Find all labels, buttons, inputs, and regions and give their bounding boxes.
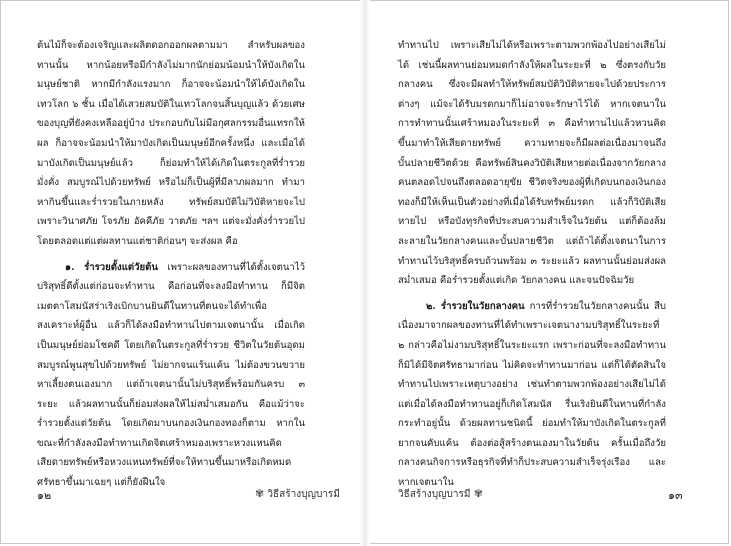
section-2-title: ๒. ร่ำรวยในวัยกลางคน — [426, 300, 525, 312]
left-page-text — [37, 36, 305, 493]
section-1-body: เพราะผลของทานที่ได้ตั้งเจตนาไว้บริสุทธิ์ดีตั้งแต่ก่อนจะทำทาน คือก่อนที่จะลงมือทำทาน ก็มีจิตเมตตาโสมนัสร่าเริงเบิกบานยินดีในทานที่ตนจะได้ทำเพื่อสงเคราะห์ผู้อื่น แล้วก็ได้ลงมือทำทานไปตามเจตนานั้น เมื่อเกิดเป็นมนุษย์ย่อมโชคดี โดยเกิดในตระกูลที่ร่ำรวย ชีวิตในวัยต้นอุดมสมบูรณ์พูนสุขไปด้วยทรัพย์ ไม่ยากจนแร้นแค้น ไม่ต้องขวนขวายหาเลี้ยงตนเองมาก แต่ถ้าเจตนานั้นไม่บริสุทธิ์พร้อมกันครบ ๓ ระยะ แล้วผลทานนั้นก็ย่อมส่งผลให้ไม่สม่ำเสมอกัน คือแม้ว่าจะร่ำรวยตั้งแต่วัยต้น โดยเกิดมาบนกองเงินกองทองก็ตาม หากในขณะที่กำลังลงมือทำทานเกิดจิตเศร้าหมองเพราะหวงแหนคิดเสียดายทรัพย์หรือหวงแหนทรัพย์ที่จะให้ทานขึ้นมาหรือเกิดหมดศรัทธาขึ้นมาเฉยๆ แต่ก็ยังฝืนใจ — [37, 261, 305, 489]
flower-icon: ✾ — [473, 487, 483, 500]
left-page-number: ๑๒ — [37, 489, 52, 502]
section-1-paragraph — [37, 258, 305, 493]
right-footer — [398, 487, 483, 502]
right-intro-paragraph: ทำทานไป เพราะเสียไม่ได้หรือเพราะตามพวกพ้องไปอย่างเสียไม่ได้ เช่นนี้ผลทานย่อมหมดกำลังให้ผลในระยะที่ ๒ ซึ่งตรงกับวัยกลางคน ซึ่งจะมีผลทำให้ทรัพย์สมบัติวิบัติหายจะไปด้วยประการต่างๆ แม้จะได้รับมรดกมาก็ไม่อาจจะรักษาไว้ได้ หากเจตนาในการทำทานนั้นเศร้าหมองในระยะที่ ๓ คือทำทานไปแล้วหวนคิดขึ้นมาทำให้เสียดายทรัพย์ ความทายจะก็มีผลต่อเนื่องมาจนถึงบั้นปลายชีวิตด้วย คือทรัพย์สินคงวิบัติเสียหายต่อเนื่องจากวัยกลางคนตลอดไปจนถึงตลอดอายุขัย ชีวิตจริงของผู้ที่เกิดบนกองเงินกองทองก็มีให้เห็นเป็นตัวอย่างที่เมื่อได้รับทรัพย์มรดก แล้วก็วิบัติเสียหายไป หรือบังทุรกิจที่ประสบความสำเร็จในวัยต้น แต่ก็ต้องล้มละลายในวัยกลางคนและบั้นปลายชีวิต แต่ถ้าได้ตั้งเจตนาในการทำทานไว้บริสุทธิ์ครบถ้วนพร้อม ๓ ระยะแล้ว ผลทานนั้นย่อมส่งผลสม่ำเสมอ คือร่ำรวยตั้งแต่เกิด วัยกลางคน และจนปัจฉิมวัย — [398, 40, 666, 287]
section-2-body: การที่ร่ำรวยในวัยกลางคนนั้น สืบเนื่องมาจากผลของทานที่ได้ทำเพราะเจตนางามบริสุทธิ์ในระยะที่ ๒ กล่าวคือไม่งามบริสุทธิ์ในระยะแรก เพราะก่อนที่จะลงมือทำทานก็มิได้มีจิตศรัทธามาก่อน ไม่คิดจะทำทานมาก่อน แต่ก็ได้ตัดสินใจทำทานไปเพราะเหตุบางอย่าง เช่นทำตามพวกพ้องอย่างเสียไม่ได้ แต่เมื่อได้ลงมือทำทานอยู่ก็เกิดโสมนัส รื่นเริงยินดีในทานที่กำลังกระทำอยู่นั้น ด้วยผลทานชนิดนี้ ย่อมทำให้มาบังเกิดในตระกูลที่ยากจนคับแค้น ต้องต่อสู้สร้างตนเองมาในวัยต้น ครั้นเมื่อถึงวัยกลางคนกิจการหรือธุรกิจที่ทำก็ประสบความสำเร็จรุ่งเรือง และหากเจตนาใน — [398, 300, 666, 489]
section-1-title: ๑. ร่ำรวยตั้งแต่วัยต้น — [65, 261, 158, 273]
book-gutter — [360, 0, 370, 546]
flower-icon: ✾ — [255, 487, 265, 500]
right-page-text — [398, 36, 666, 493]
right-footer-title: วิธีสร้างบุญบารมี — [398, 489, 471, 500]
left-footer — [255, 487, 340, 502]
left-footer-title: วิธีสร้างบุญบารมี — [267, 489, 340, 500]
left-intro-paragraph: ต้นไม้ก็จะต้องเจริญและผลิตดอกออกผลตามมา สำหรับผลของทานนั้น หากน้อยหรือมีกำลังไม่มากนักย่อมน้อมนำให้บังเกิดในมนุษย์ชาติ หากมีกำลังแรงมาก ก็อาจจะน้อมนำให้ได้บังเกิดในเทวโลก ๖ ชั้น เมื่อได้เสวยสมบัติในเทวโลกจนสิ้นบุญแล้ว ด้วยเศษของบุญที่ยังคงเหลืออยู่บ้าง ประกอบกับไม่มีอกุศลกรรมอื่นแทรกให้ผล ก็อาจจะน้อมนำให้มาบังเกิดเป็นมนุษย์อีกครั้งหนึ่ง และเมื่อได้มาบังเกิดเป็นมนุษย์แล้ว ก็ย่อมทำให้ได้เกิดในตระกูลที่ร่ำรวย มั่งคั่ง สมบูรณ์ไปด้วยทรัพย์ หรือไม่ก็เป็นผู้ที่มีลาภผลมาก ทำมาหากินขึ้นและร่ำรวยในภายหลัง ทรัพย์สมบัติไม่วิบัติหายจะไปเพราะวินาศภัย โจรภัย อัคคีภัย วาตภัย ฯลฯ แต่จะมั่งคั่งร่ำรวยไปโดยตลอดแต่แต่ผลทานแต่ชาติก่อนๆ จะส่งผล คือ — [37, 40, 305, 247]
section-2-paragraph — [398, 297, 666, 493]
right-page-number: ๑๓ — [668, 489, 683, 502]
